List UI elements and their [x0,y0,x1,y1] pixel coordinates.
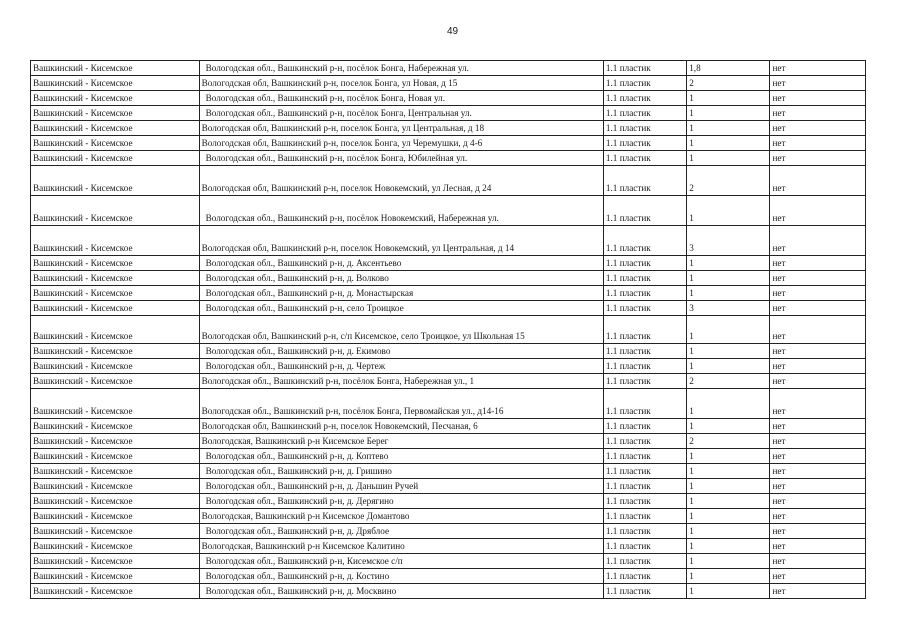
row-container-type-cell: 1.1 пластик [603,271,686,286]
row-count-cell: 1 [687,136,770,151]
row-count-cell: 1 [687,524,770,539]
row-flag-cell: нет [770,539,866,554]
row-container-type-cell: 1.1 пластик [603,106,686,121]
row-count-cell: 2 [687,374,770,389]
row-district-cell: Вашкинский - Кисемское [31,569,200,584]
table-row [31,151,866,166]
row-district-cell: Вашкинский - Кисемское [31,271,200,286]
row-count-cell: 1 [687,554,770,569]
row-flag-cell: нет [770,419,866,434]
row-district-cell: Вашкинский - Кисемское [31,226,200,256]
row-count-cell: 3 [687,301,770,316]
row-flag-cell: нет [770,374,866,389]
row-flag-cell: нет [770,106,866,121]
row-district-cell: Вашкинский - Кисемское [31,419,200,434]
row-address-cell: Вологодская обл., Вашкинский р-н, посёлок Бонга, Юбилейная ул. [199,151,603,166]
row-flag-cell: нет [770,91,866,106]
row-count-cell: 1 [687,316,770,344]
row-container-type-cell: 1.1 пластик [603,196,686,226]
table-row [31,121,866,136]
row-container-type-cell: 1.1 пластик [603,434,686,449]
row-district-cell: Вашкинский - Кисемское [31,91,200,106]
row-district-cell: Вашкинский - Кисемское [31,196,200,226]
row-count-cell: 1 [687,91,770,106]
table-row [31,569,866,584]
row-count-cell: 1 [687,344,770,359]
row-count-cell: 1 [687,584,770,599]
row-address-cell: Вологодская, Вашкинский р-н Кисемское Берег [199,434,603,449]
table-row [31,226,866,256]
table-row [31,136,866,151]
row-district-cell: Вашкинский - Кисемское [31,584,200,599]
row-flag-cell: нет [770,479,866,494]
row-district-cell: Вашкинский - Кисемское [31,554,200,569]
row-count-cell: 1 [687,494,770,509]
row-count-cell: 3 [687,226,770,256]
row-flag-cell: нет [770,286,866,301]
row-district-cell: Вашкинский - Кисемское [31,61,200,76]
table-row [31,419,866,434]
row-address-cell: Вологодская обл., Вашкинский р-н, д. Дерягино [199,494,603,509]
row-address-cell: Вологодская обл., Вашкинский р-н, д. Москвино [199,584,603,599]
table-row [31,271,866,286]
row-district-cell: Вашкинский - Кисемское [31,449,200,464]
row-container-type-cell: 1.1 пластик [603,494,686,509]
row-district-cell: Вашкинский - Кисемское [31,434,200,449]
row-address-cell: Вологодская обл., Вашкинский р-н, село Троицкое [199,301,603,316]
row-address-cell: Вологодская обл, Вашкинский р-н, поселок Бонга, ул Черемушки, д 4-6 [199,136,603,151]
table-row [31,91,866,106]
table-row [31,301,866,316]
row-count-cell: 1 [687,106,770,121]
row-count-cell: 2 [687,166,770,196]
row-address-cell: Вологодская обл., Вашкинский р-н, д. Даньшин Ручей [199,479,603,494]
row-district-cell: Вашкинский - Кисемское [31,256,200,271]
table-row [31,359,866,374]
table-row [31,494,866,509]
row-address-cell: Вологодская обл., Вашкинский р-н, д. Костино [199,569,603,584]
row-district-cell: Вашкинский - Кисемское [31,509,200,524]
row-district-cell: Вашкинский - Кисемское [31,464,200,479]
row-district-cell: Вашкинский - Кисемское [31,479,200,494]
row-container-type-cell: 1.1 пластик [603,539,686,554]
row-container-type-cell: 1.1 пластик [603,226,686,256]
row-flag-cell: нет [770,61,866,76]
row-flag-cell: нет [770,359,866,374]
table-row [31,464,866,479]
row-count-cell: 1 [687,121,770,136]
row-count-cell: 1 [687,256,770,271]
table-row [31,286,866,301]
row-container-type-cell: 1.1 пластик [603,286,686,301]
row-count-cell: 1 [687,359,770,374]
row-container-type-cell: 1.1 пластик [603,151,686,166]
row-container-type-cell: 1.1 пластик [603,76,686,91]
row-flag-cell: нет [770,256,866,271]
row-district-cell: Вашкинский - Кисемское [31,151,200,166]
row-district-cell: Вашкинский - Кисемское [31,524,200,539]
row-district-cell: Вашкинский - Кисемское [31,121,200,136]
row-district-cell: Вашкинский - Кисемское [31,344,200,359]
row-address-cell: Вологодская обл, Вашкинский р-н, поселок Бонга, ул Новая, д 15 [199,76,603,91]
row-container-type-cell: 1.1 пластик [603,359,686,374]
row-container-type-cell: 1.1 пластик [603,419,686,434]
row-district-cell: Вашкинский - Кисемское [31,136,200,151]
row-flag-cell: нет [770,344,866,359]
row-flag-cell: нет [770,166,866,196]
row-district-cell: Вашкинский - Кисемское [31,301,200,316]
row-flag-cell: нет [770,389,866,419]
row-flag-cell: нет [770,226,866,256]
table-row [31,434,866,449]
row-address-cell: Вологодская, Вашкинский р-н Кисемское Домантово [199,509,603,524]
row-flag-cell: нет [770,524,866,539]
row-flag-cell: нет [770,76,866,91]
row-address-cell: Вологодская обл., Вашкинский р-н, посёлок Бонга, Новая ул. [199,91,603,106]
row-container-type-cell: 1.1 пластик [603,344,686,359]
row-flag-cell: нет [770,449,866,464]
row-address-cell: Вологодская обл, Вашкинский р-н, поселок Новокемский, Песчаная, 6 [199,419,603,434]
row-flag-cell: нет [770,121,866,136]
row-address-cell: Вологодская обл., Вашкинский р-н, посёлок Новокемский, Набережная ул. [199,196,603,226]
row-address-cell: Вологодская обл., Вашкинский р-н, д. Екимово [199,344,603,359]
row-district-cell: Вашкинский - Кисемское [31,76,200,91]
table-row [31,196,866,226]
row-address-cell: Вологодская обл., Вашкинский р-н, д. Монастырская [199,286,603,301]
row-flag-cell: нет [770,494,866,509]
row-container-type-cell: 1.1 пластик [603,121,686,136]
table-row [31,509,866,524]
row-count-cell: 2 [687,434,770,449]
row-address-cell: Вологодская обл, Вашкинский р-н, поселок Новокемский, ул Лесная, д 24 [199,166,603,196]
row-flag-cell: нет [770,136,866,151]
row-container-type-cell: 1.1 пластик [603,464,686,479]
table-row [31,524,866,539]
row-address-cell: Вологодская обл., Вашкинский р-н, посёлок Бонга, Набережная ул. [199,61,603,76]
table-row [31,584,866,599]
row-container-type-cell: 1.1 пластик [603,389,686,419]
page-number: 49 [446,26,459,37]
row-count-cell: 1 [687,151,770,166]
row-address-cell: Вологодская обл., Вашкинский р-н, посёлок Бонга, Набережная ул., 1 [199,374,603,389]
table-row [31,106,866,121]
registry-table-body [31,61,866,599]
table-row [31,256,866,271]
row-container-type-cell: 1.1 пластик [603,509,686,524]
row-container-type-cell: 1.1 пластик [603,166,686,196]
row-address-cell: Вологодская обл, Вашкинский р-н, с/п Кисемское, село Троицкое, ул Школьная 15 [199,316,603,344]
row-count-cell: 2 [687,76,770,91]
row-count-cell: 1 [687,419,770,434]
table-row [31,554,866,569]
row-flag-cell: нет [770,554,866,569]
row-count-cell: 1 [687,464,770,479]
table-row [31,166,866,196]
row-container-type-cell: 1.1 пластик [603,316,686,344]
row-flag-cell: нет [770,151,866,166]
row-count-cell: 1 [687,389,770,419]
table-row [31,374,866,389]
row-count-cell: 1 [687,449,770,464]
row-container-type-cell: 1.1 пластик [603,569,686,584]
row-count-cell: 1 [687,479,770,494]
table-row [31,344,866,359]
row-container-type-cell: 1.1 пластик [603,256,686,271]
row-district-cell: Вашкинский - Кисемское [31,166,200,196]
row-flag-cell: нет [770,464,866,479]
row-container-type-cell: 1.1 пластик [603,374,686,389]
table-row [31,539,866,554]
row-address-cell: Вологодская обл., Вашкинский р-н, Кисемское с/п [199,554,603,569]
row-address-cell: Вологодская обл, Вашкинский р-н, поселок Бонга, ул Центральная, д 18 [199,121,603,136]
row-address-cell: Вологодская обл., Вашкинский р-н, посёлок Бонга, Первомайская ул., д14-16 [199,389,603,419]
row-address-cell: Вологодская обл., Вашкинский р-н, д. Гришино [199,464,603,479]
row-district-cell: Вашкинский - Кисемское [31,494,200,509]
row-container-type-cell: 1.1 пластик [603,584,686,599]
row-flag-cell: нет [770,301,866,316]
row-container-type-cell: 1.1 пластик [603,479,686,494]
row-district-cell: Вашкинский - Кисемское [31,359,200,374]
row-district-cell: Вашкинский - Кисемское [31,316,200,344]
row-container-type-cell: 1.1 пластик [603,524,686,539]
row-container-type-cell: 1.1 пластик [603,61,686,76]
row-count-cell: 1 [687,196,770,226]
table-row [31,389,866,419]
row-container-type-cell: 1.1 пластик [603,91,686,106]
table-row [31,61,866,76]
row-flag-cell: нет [770,509,866,524]
row-count-cell: 1 [687,286,770,301]
row-flag-cell: нет [770,196,866,226]
row-flag-cell: нет [770,569,866,584]
row-address-cell: Вологодская обл., Вашкинский р-н, д. Чертеж [199,359,603,374]
row-address-cell: Вологодская обл., Вашкинский р-н, посёлок Бонга, Центральная ул. [199,106,603,121]
row-count-cell: 1,8 [687,61,770,76]
row-flag-cell: нет [770,316,866,344]
row-count-cell: 1 [687,271,770,286]
row-count-cell: 1 [687,569,770,584]
row-address-cell: Вологодская обл., Вашкинский р-н, д. Коптево [199,449,603,464]
row-district-cell: Вашкинский - Кисемское [31,374,200,389]
row-address-cell: Вологодская обл., Вашкинский р-н, д. Аксентьево [199,256,603,271]
row-flag-cell: нет [770,271,866,286]
table-row [31,449,866,464]
row-container-type-cell: 1.1 пластик [603,301,686,316]
row-address-cell: Вологодская обл., Вашкинский р-н, д. Дряблое [199,524,603,539]
row-address-cell: Вологодская обл, Вашкинский р-н, поселок Новокемский, ул Центральная, д 14 [199,226,603,256]
row-count-cell: 1 [687,539,770,554]
row-district-cell: Вашкинский - Кисемское [31,539,200,554]
row-container-type-cell: 1.1 пластик [603,449,686,464]
row-count-cell: 1 [687,509,770,524]
row-flag-cell: нет [770,434,866,449]
row-district-cell: Вашкинский - Кисемское [31,106,200,121]
row-district-cell: Вашкинский - Кисемское [31,389,200,419]
row-district-cell: Вашкинский - Кисемское [31,286,200,301]
table-row [31,479,866,494]
row-flag-cell: нет [770,584,866,599]
registry-table [30,60,866,599]
row-address-cell: Вологодская, Вашкинский р-н Кисемское Калитино [199,539,603,554]
row-address-cell: Вологодская обл., Вашкинский р-н, д. Волково [199,271,603,286]
table-row [31,316,866,344]
row-container-type-cell: 1.1 пластик [603,136,686,151]
row-container-type-cell: 1.1 пластик [603,554,686,569]
table-row [31,76,866,91]
